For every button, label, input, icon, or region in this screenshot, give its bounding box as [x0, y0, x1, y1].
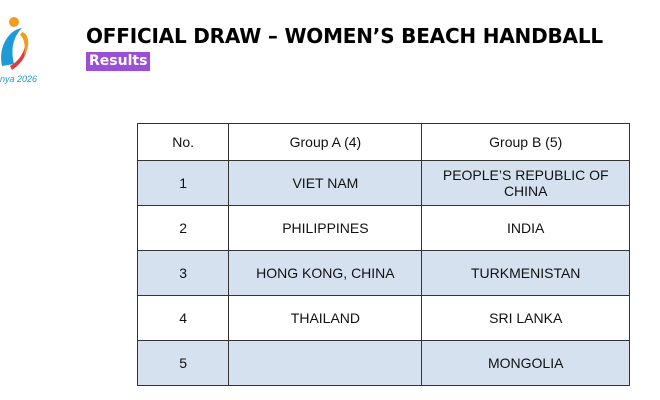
cell-group-a: VIET NAM: [229, 161, 422, 206]
cell-no: 5: [138, 341, 229, 386]
cell-no: 1: [138, 161, 229, 206]
cell-no: 2: [138, 206, 229, 251]
cell-group-a: [229, 341, 422, 386]
cell-group-b: MONGOLIA: [422, 341, 630, 386]
draw-table: [137, 123, 630, 386]
cell-no: 4: [138, 296, 229, 341]
games-logo: [0, 8, 48, 88]
cell-group-a: HONG KONG, CHINA: [229, 251, 422, 296]
cell-no: 3: [138, 251, 229, 296]
table-row: [138, 296, 630, 341]
table-row: [138, 206, 630, 251]
cell-group-a: THAILAND: [229, 296, 422, 341]
results-badge: Results: [86, 52, 150, 71]
cell-group-b: INDIA: [422, 206, 630, 251]
table-row: [138, 161, 630, 206]
column-header-group-a: Group A (4): [229, 124, 422, 161]
cell-group-b: SRI LANKA: [422, 296, 630, 341]
cell-group-b: TURKMENISTAN: [422, 251, 630, 296]
table-row: [138, 251, 630, 296]
column-header-no: No.: [138, 124, 229, 161]
column-header-group-b: Group B (5): [422, 124, 630, 161]
page-title: OFFICIAL DRAW – WOMEN’S BEACH HANDBALL: [86, 24, 603, 48]
table-header-row: [138, 124, 630, 161]
cell-group-a: PHILIPPINES: [229, 206, 422, 251]
logo-text: nya 2026: [0, 74, 38, 84]
table-row: [138, 341, 630, 386]
cell-group-b: PEOPLE’S REPUBLIC OF CHINA: [422, 161, 630, 206]
logo-head-icon: [9, 17, 19, 27]
